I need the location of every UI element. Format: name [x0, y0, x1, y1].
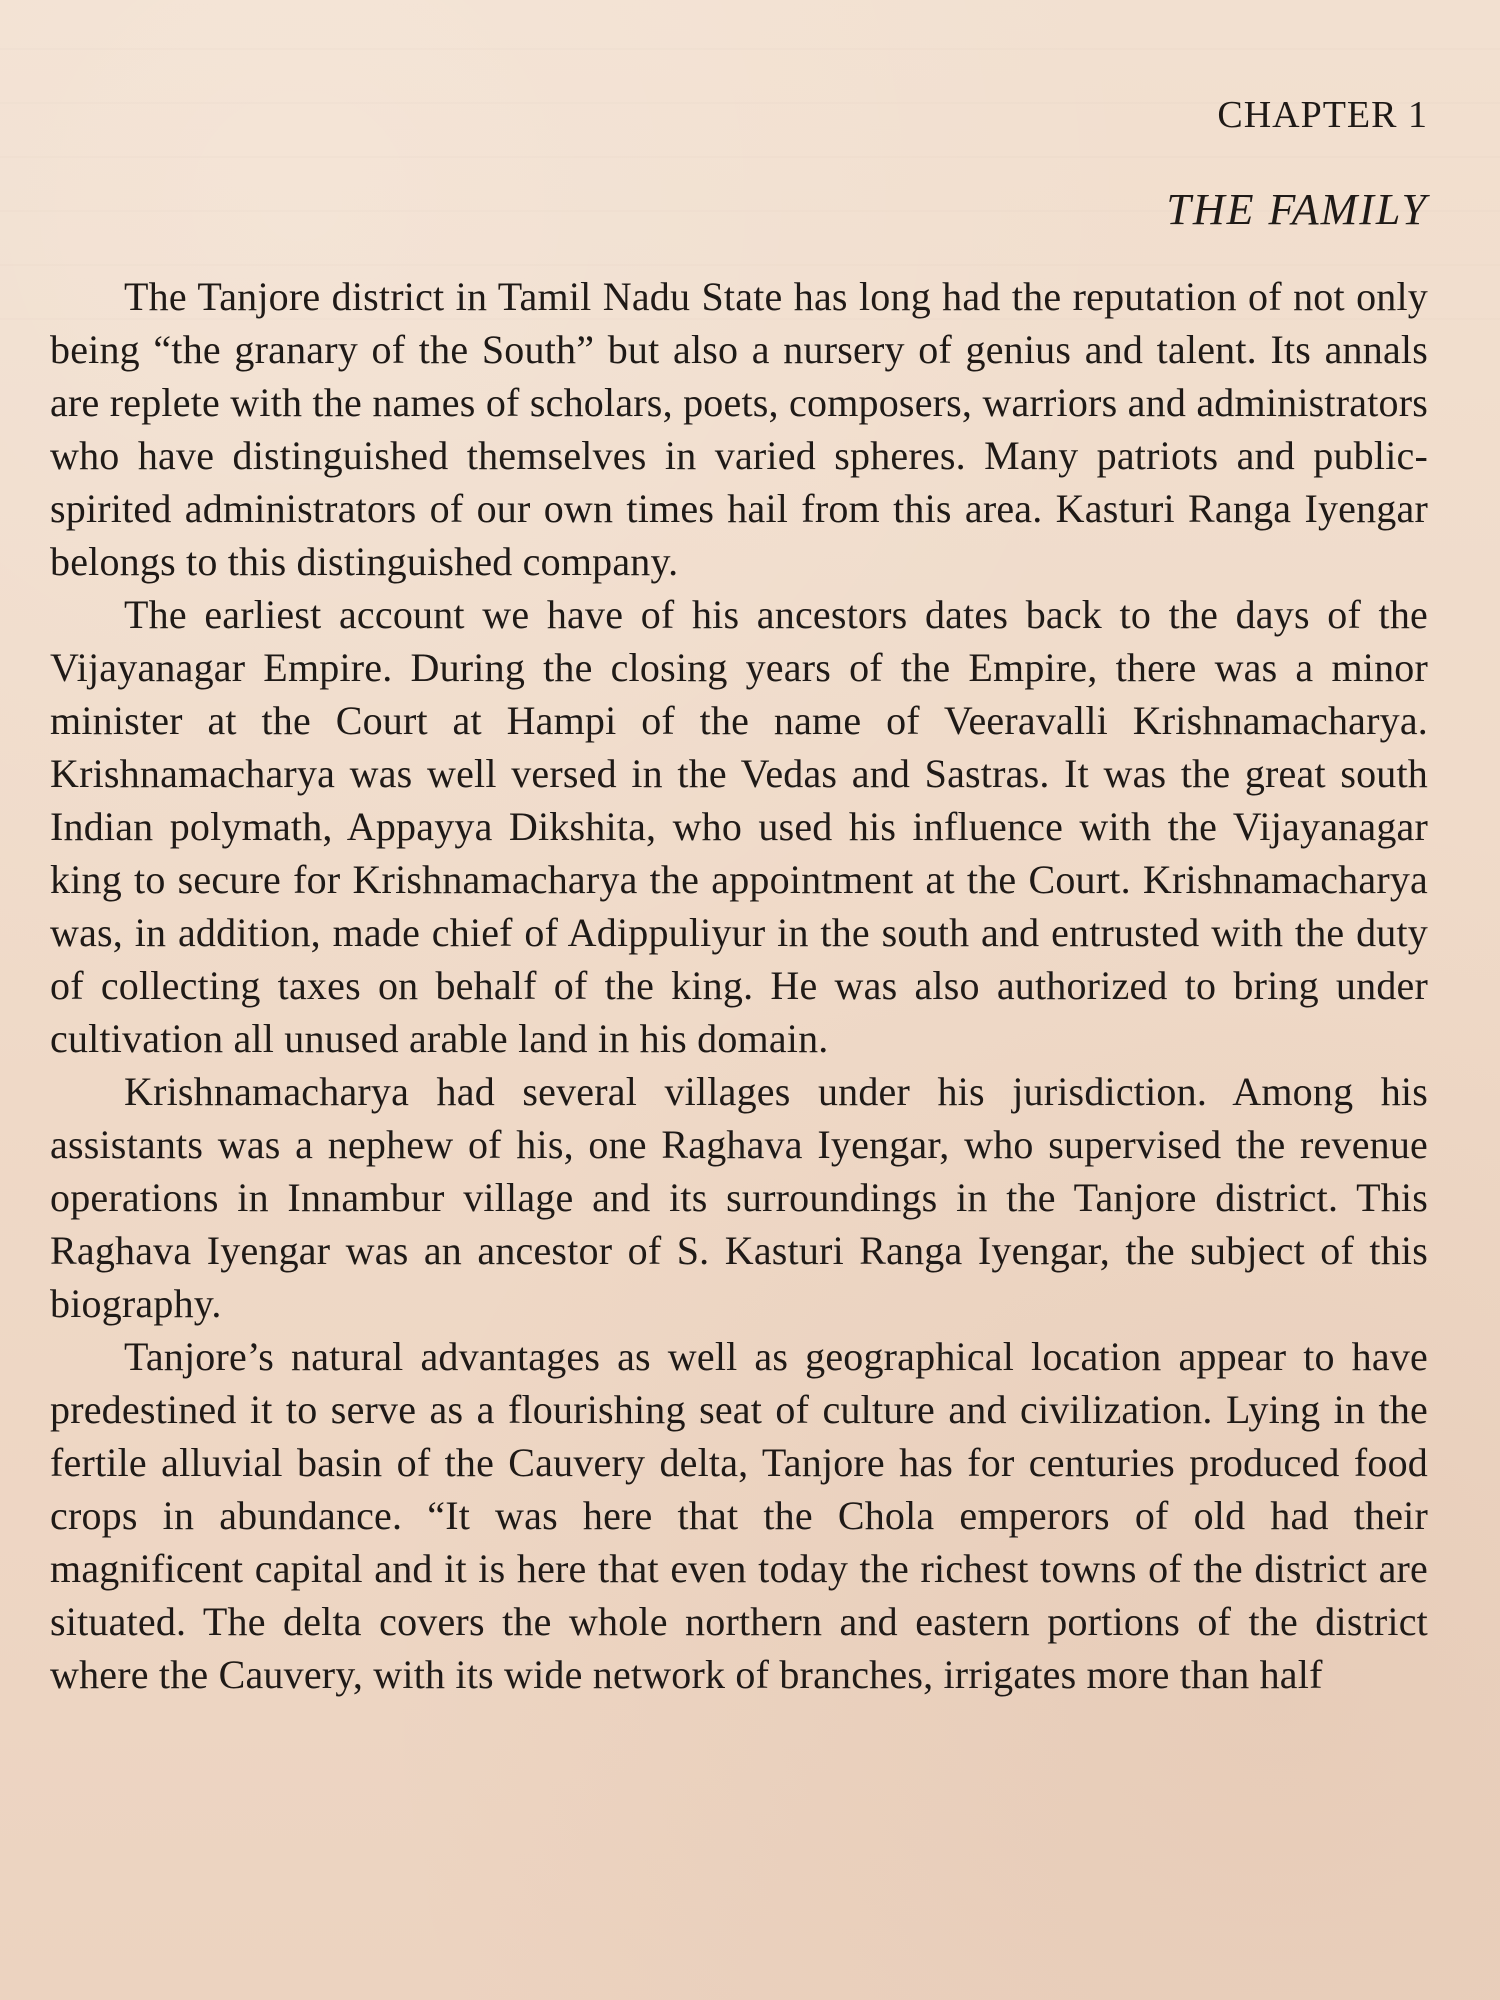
- chapter-label: CHAPTER 1: [1217, 94, 1428, 136]
- paragraph-3: Krishnamacharya had several villages under his jurisdiction. Among his assistants was a nephew of his, one Raghava Iyengar, who supervised the revenue operations in Innambur village and its surroundings in the Tanjore district. This Raghava Iyengar was an ancestor of S. Kasturi Ranga Iyengar, the subject of this biography.: [50, 1069, 1428, 1326]
- body-text: [50, 270, 1428, 1701]
- chapter-title: THE FAMILY: [1166, 185, 1428, 234]
- paragraph-4: Tanjore’s natural advantages as well as geographical location appear to have predestined it to serve as a flourishing seat of culture and civilization. Lying in the fertile alluvial basin of the Cauvery delta, Tanjore has for centuries produced food crops in abundance. “It was here that the Chola emperors of old had their magnificent capital and it is here that even today the richest towns of the district are situated. The delta covers the whole northern and eastern portions of the district where the Cauvery, with its wide network of branches, irrigates more than half: [50, 1334, 1428, 1697]
- paragraph-2: The earliest account we have of his ancestors dates back to the days of the Vijayanagar Empire. During the closing years of the Empire, there was a minor minister at the Court at Hampi of the name of Veeravalli Krishnamacharya. Krishnamacharya was well versed in the Vedas and Sastras. It was the great south Indian polymath, Appayya Dikshita, who used his influence with the Vijayanagar king to secure for Krishnamacharya the appointment at the Court. Krishnamacharya was, in addition, made chief of Adippuliyur in the south and entrusted with the duty of collecting taxes on behalf of the king. He was also authorized to bring under cultivation all unused arable land in his domain.: [50, 592, 1428, 1061]
- paragraph-1: The Tanjore district in Tamil Nadu State has long had the reputation of not only being “the granary of the South” but also a nursery of genius and talent. Its annals are replete with the names of scholars, poets, composers, warriors and administrators who have distinguished themselves in varied spheres. Many patriots and public-spirited administrators of our own times hail from this area. Kasturi Ranga Iyengar belongs to this distinguished company.: [50, 274, 1428, 584]
